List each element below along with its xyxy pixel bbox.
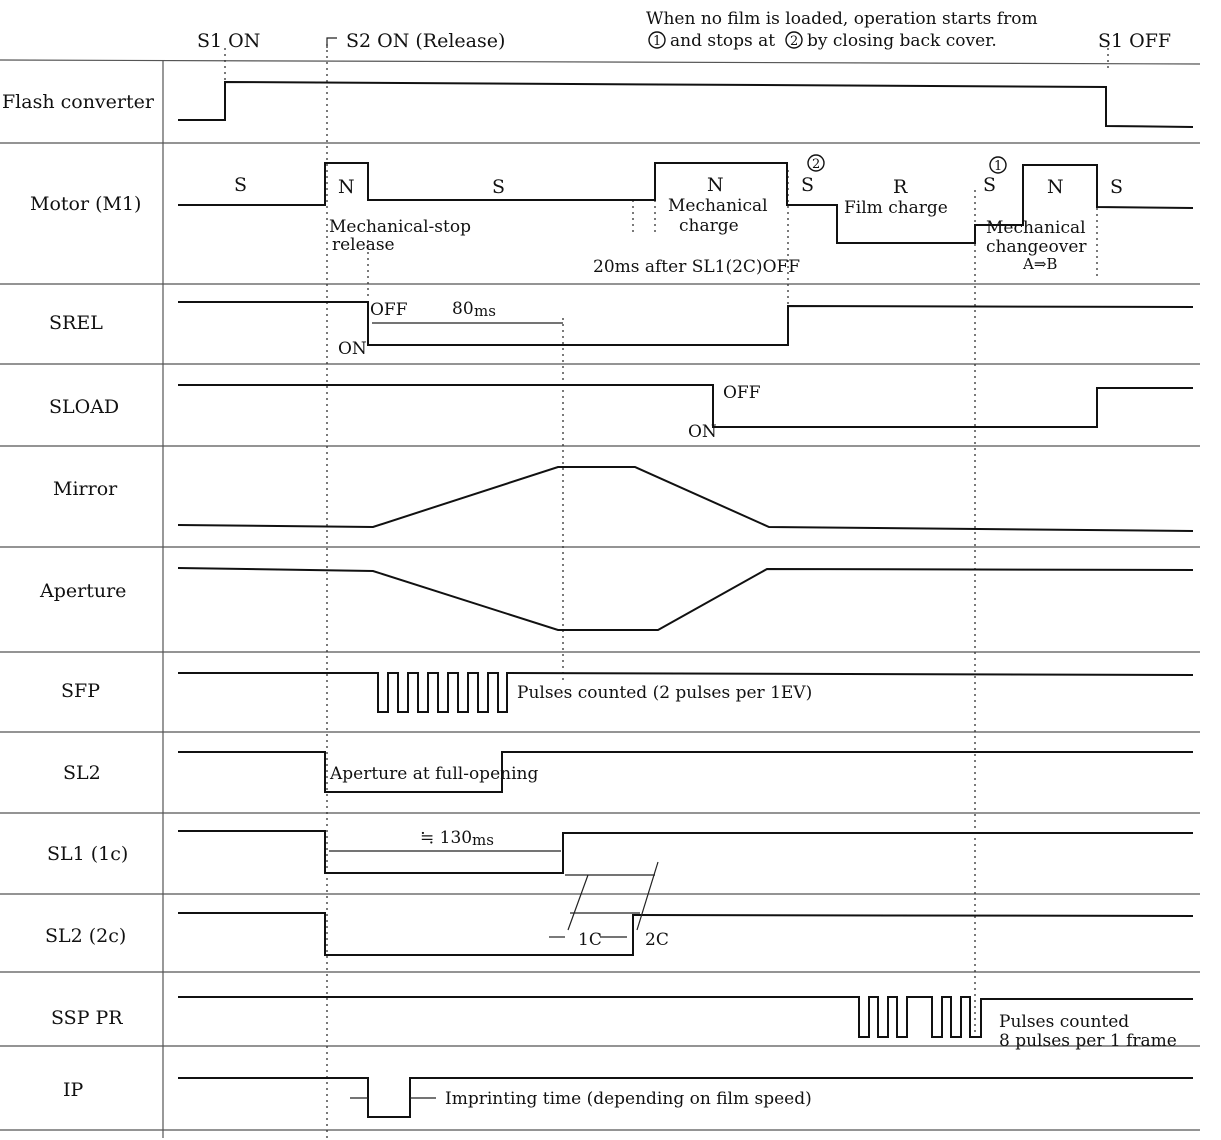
motor-state-s2: S bbox=[492, 176, 506, 198]
label-flash-converter: Flash converter bbox=[2, 91, 154, 113]
row-labels bbox=[2, 91, 155, 1101]
s2-bracket bbox=[327, 38, 337, 48]
sl1c-duration: ≒ 130 bbox=[420, 828, 473, 848]
sl1c-waveform bbox=[178, 831, 1193, 873]
label-sfp: SFP bbox=[61, 680, 100, 702]
mirror-waveform bbox=[178, 467, 1193, 531]
motor-mech-stop-line1: Mechanical-stop bbox=[329, 217, 471, 237]
sfp-pulse-note: Pulses counted (2 pulses per 1EV) bbox=[517, 683, 813, 703]
sl2c-slant-2c bbox=[637, 862, 658, 930]
motor-changeover-line2: changeover bbox=[986, 237, 1087, 257]
header-note-line1: When no film is loaded, operation starts from bbox=[646, 9, 1038, 29]
motor-changeover-line3: A⇒B bbox=[1023, 255, 1058, 273]
sl2-full-opening-note: Aperture at full-opening bbox=[330, 764, 539, 784]
sl2-row bbox=[178, 752, 1193, 792]
flash-converter-waveform bbox=[178, 82, 1193, 127]
s2-on-label: S2 ON (Release) bbox=[346, 30, 506, 52]
sload-waveform bbox=[178, 385, 1193, 427]
motor-state-r: R bbox=[893, 176, 908, 198]
circled-one-marker-digit: 1 bbox=[994, 159, 1003, 174]
s1-on-label: S1 ON bbox=[197, 30, 261, 52]
ip-imprinting-note: Imprinting time (depending on film speed) bbox=[445, 1089, 812, 1109]
srel-row bbox=[178, 299, 1193, 359]
label-sl2-2c: SL2 (2c) bbox=[45, 925, 127, 947]
srel-duration-unit: ms bbox=[474, 302, 496, 320]
sl1c-row bbox=[178, 828, 1193, 873]
motor-mech-stop-line2: release bbox=[332, 235, 395, 255]
label-srel: SREL bbox=[49, 312, 103, 334]
ssppr-note-line1: Pulses counted bbox=[999, 1012, 1130, 1032]
motor-mech-charge-line2: charge bbox=[679, 216, 739, 236]
sload-row bbox=[178, 383, 1193, 442]
label-mirror: Mirror bbox=[53, 478, 118, 500]
header-note-line2: and stops at bbox=[670, 31, 776, 51]
label-motor: Motor (M1) bbox=[30, 193, 142, 215]
motor-film-charge: Film charge bbox=[844, 198, 948, 218]
srel-duration: 80 bbox=[452, 299, 474, 319]
ssppr-note-line2: 8 pulses per 1 frame bbox=[999, 1031, 1177, 1051]
circled-two-digit: 2 bbox=[790, 34, 799, 49]
header-note-line2b: by closing back cover. bbox=[807, 31, 997, 51]
srel-off-label: OFF bbox=[370, 300, 408, 320]
sl1c-duration-unit: ms bbox=[472, 831, 494, 849]
label-ip: IP bbox=[63, 1079, 84, 1101]
motor-state-n1: N bbox=[338, 176, 355, 198]
grid-line bbox=[0, 60, 1200, 64]
label-sl2: SL2 bbox=[63, 762, 101, 784]
label-sl1-1c: SL1 (1c) bbox=[47, 843, 129, 865]
header bbox=[197, 9, 1171, 52]
motor-state-s1: S bbox=[234, 174, 248, 196]
motor-row bbox=[178, 155, 1193, 277]
sload-off-label: OFF bbox=[723, 383, 761, 403]
motor-state-s4: S bbox=[983, 174, 997, 196]
motor-state-s3: S bbox=[801, 174, 815, 196]
motor-changeover-line1: Mechanical bbox=[986, 218, 1086, 238]
motor-state-n2: N bbox=[707, 174, 724, 196]
circled-one-digit: 1 bbox=[653, 34, 662, 49]
srel-waveform bbox=[178, 302, 1193, 345]
sload-on-label: ON bbox=[688, 422, 717, 442]
motor-state-n3: N bbox=[1047, 176, 1064, 198]
sl2c-slant-1c bbox=[568, 875, 588, 930]
sfp-row bbox=[178, 673, 1193, 712]
s1-off-label: S1 OFF bbox=[1098, 30, 1172, 52]
ip-row bbox=[178, 1078, 1193, 1117]
srel-on-label: ON bbox=[338, 339, 367, 359]
motor-state-s5: S bbox=[1110, 176, 1124, 198]
sl2c-waveform bbox=[178, 913, 1193, 955]
label-sload: SLOAD bbox=[49, 396, 120, 418]
timing-guides bbox=[225, 44, 1108, 1138]
sl2c-2c-label: 2C bbox=[645, 930, 669, 950]
sl2c-row bbox=[178, 862, 1193, 955]
motor-20ms-note: 20ms after SL1(2C)OFF bbox=[593, 257, 801, 277]
circled-two-marker-digit: 2 bbox=[812, 157, 821, 172]
ssppr-row bbox=[178, 997, 1193, 1051]
motor-mech-charge-line1: Mechanical bbox=[668, 196, 768, 216]
label-aperture: Aperture bbox=[40, 580, 127, 602]
sl2c-1c-label: 1C bbox=[578, 930, 602, 950]
label-ssp-pr: SSP PR bbox=[51, 1007, 123, 1029]
aperture-waveform bbox=[178, 568, 1193, 630]
